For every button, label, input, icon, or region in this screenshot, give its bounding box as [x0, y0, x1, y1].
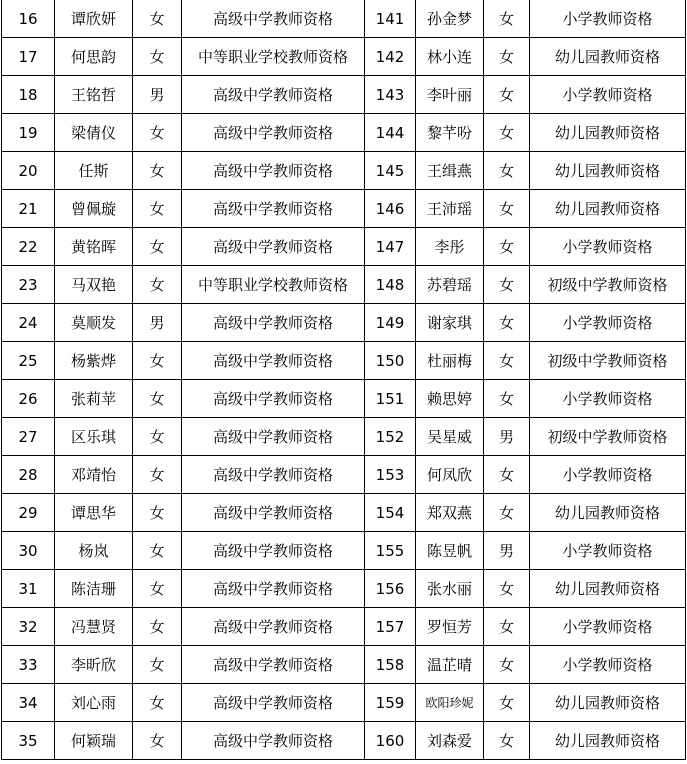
serial-number-cell: 25: [2, 342, 55, 380]
qualification-cell: 初级中学教师资格: [530, 418, 686, 456]
gender-cell: 男: [133, 304, 182, 342]
gender-cell: 女: [484, 114, 530, 152]
qualification-cell: 小学教师资格: [530, 76, 686, 114]
gender-cell: 男: [484, 532, 530, 570]
name-cell: 王沛瑶: [416, 190, 484, 228]
serial-number-cell: 157: [365, 608, 416, 646]
qualification-cell: 高级中学教师资格: [182, 342, 365, 380]
gender-cell: 女: [484, 190, 530, 228]
gender-cell: 女: [133, 608, 182, 646]
serial-number-cell: 159: [365, 684, 416, 722]
name-cell: 赖思婷: [416, 380, 484, 418]
table-row: [2, 342, 686, 380]
table-row: [2, 0, 686, 38]
serial-number-cell: 19: [2, 114, 55, 152]
qualification-cell: 高级中学教师资格: [182, 532, 365, 570]
gender-cell: 女: [484, 380, 530, 418]
name-cell: 王铭哲: [55, 76, 133, 114]
qualification-cell: 小学教师资格: [530, 456, 686, 494]
qualification-cell: 小学教师资格: [530, 532, 686, 570]
name-cell: 杜丽梅: [416, 342, 484, 380]
name-cell: 吴星威: [416, 418, 484, 456]
table-row: [2, 266, 686, 304]
serial-number-cell: 21: [2, 190, 55, 228]
gender-cell: 女: [484, 228, 530, 266]
serial-number-cell: 24: [2, 304, 55, 342]
qualification-cell: 高级中学教师资格: [182, 0, 365, 38]
gender-cell: 女: [133, 684, 182, 722]
name-cell: 刘森爱: [416, 722, 484, 760]
serial-number-cell: 17: [2, 38, 55, 76]
qualification-cell: 小学教师资格: [530, 608, 686, 646]
serial-number-cell: 23: [2, 266, 55, 304]
name-cell: 何颖瑞: [55, 722, 133, 760]
gender-cell: 女: [133, 380, 182, 418]
name-cell: 陈洁珊: [55, 570, 133, 608]
qualification-cell: 高级中学教师资格: [182, 570, 365, 608]
gender-cell: 女: [484, 304, 530, 342]
serial-number-cell: 33: [2, 646, 55, 684]
name-cell: 莫顺发: [55, 304, 133, 342]
table-row: [2, 456, 686, 494]
name-cell: 欧阳珍妮: [416, 684, 484, 722]
gender-cell: 男: [133, 76, 182, 114]
gender-cell: 女: [484, 722, 530, 760]
name-cell: 孙金梦: [416, 0, 484, 38]
gender-cell: 女: [133, 228, 182, 266]
name-cell: 王缉燕: [416, 152, 484, 190]
serial-number-cell: 158: [365, 646, 416, 684]
qualification-cell: 高级中学教师资格: [182, 228, 365, 266]
serial-number-cell: 156: [365, 570, 416, 608]
gender-cell: 女: [133, 456, 182, 494]
serial-number-cell: 150: [365, 342, 416, 380]
qualification-cell: 幼儿园教师资格: [530, 494, 686, 532]
table-row: [2, 152, 686, 190]
table-row: [2, 76, 686, 114]
name-cell: 谢家琪: [416, 304, 484, 342]
name-cell: 杨岚: [55, 532, 133, 570]
name-cell: 陈昱帆: [416, 532, 484, 570]
gender-cell: 女: [133, 266, 182, 304]
name-cell: 任斯: [55, 152, 133, 190]
gender-cell: 女: [484, 342, 530, 380]
table-row: [2, 646, 686, 684]
serial-number-cell: 153: [365, 456, 416, 494]
serial-number-cell: 32: [2, 608, 55, 646]
name-cell: 罗恒芳: [416, 608, 484, 646]
serial-number-cell: 29: [2, 494, 55, 532]
serial-number-cell: 155: [365, 532, 416, 570]
qualification-cell: 高级中学教师资格: [182, 304, 365, 342]
qualification-cell: 小学教师资格: [530, 380, 686, 418]
qualification-cell: 小学教师资格: [530, 228, 686, 266]
qualification-cell: 初级中学教师资格: [530, 342, 686, 380]
qualification-cell: 小学教师资格: [530, 0, 686, 38]
name-cell: 区乐琪: [55, 418, 133, 456]
name-cell: 李彤: [416, 228, 484, 266]
qualification-cell: 幼儿园教师资格: [530, 722, 686, 760]
qualification-cell: 高级中学教师资格: [182, 456, 365, 494]
name-cell: 曾佩璇: [55, 190, 133, 228]
qualification-cell: 高级中学教师资格: [182, 646, 365, 684]
table-row: [2, 418, 686, 456]
serial-number-cell: 142: [365, 38, 416, 76]
gender-cell: 女: [484, 152, 530, 190]
gender-cell: 女: [484, 570, 530, 608]
table-row: [2, 380, 686, 418]
gender-cell: 女: [484, 266, 530, 304]
name-cell: 苏碧瑶: [416, 266, 484, 304]
name-cell: 谭思华: [55, 494, 133, 532]
name-cell: 何凤欣: [416, 456, 484, 494]
name-cell: 李昕欣: [55, 646, 133, 684]
serial-number-cell: 147: [365, 228, 416, 266]
qualification-cell: 中等职业学校教师资格: [182, 38, 365, 76]
qualification-cell: 幼儿园教师资格: [530, 152, 686, 190]
serial-number-cell: 16: [2, 0, 55, 38]
qualification-cell: 高级中学教师资格: [182, 152, 365, 190]
serial-number-cell: 141: [365, 0, 416, 38]
name-cell: 张水丽: [416, 570, 484, 608]
serial-number-cell: 27: [2, 418, 55, 456]
gender-cell: 女: [133, 114, 182, 152]
table-row: [2, 684, 686, 722]
qualification-cell: 小学教师资格: [530, 304, 686, 342]
serial-number-cell: 18: [2, 76, 55, 114]
qualification-cell: 小学教师资格: [530, 646, 686, 684]
name-cell: 冯慧贤: [55, 608, 133, 646]
serial-number-cell: 30: [2, 532, 55, 570]
gender-cell: 女: [133, 494, 182, 532]
qualification-cell: 高级中学教师资格: [182, 608, 365, 646]
serial-number-cell: 144: [365, 114, 416, 152]
serial-number-cell: 20: [2, 152, 55, 190]
qualification-cell: 高级中学教师资格: [182, 380, 365, 418]
name-cell: 梁倩仪: [55, 114, 133, 152]
serial-number-cell: 28: [2, 456, 55, 494]
gender-cell: 女: [133, 722, 182, 760]
qualification-cell: 高级中学教师资格: [182, 722, 365, 760]
qualification-cell: 高级中学教师资格: [182, 418, 365, 456]
name-cell: 黎芊吩: [416, 114, 484, 152]
table-row: [2, 38, 686, 76]
name-cell: 邓靖怡: [55, 456, 133, 494]
serial-number-cell: 151: [365, 380, 416, 418]
serial-number-cell: 149: [365, 304, 416, 342]
table-row: [2, 304, 686, 342]
qualification-cell: 高级中学教师资格: [182, 190, 365, 228]
table-row: [2, 190, 686, 228]
gender-cell: 女: [484, 646, 530, 684]
table-row: [2, 608, 686, 646]
serial-number-cell: 152: [365, 418, 416, 456]
name-cell: 郑双燕: [416, 494, 484, 532]
serial-number-cell: 143: [365, 76, 416, 114]
gender-cell: 女: [484, 684, 530, 722]
serial-number-cell: 31: [2, 570, 55, 608]
gender-cell: 男: [484, 418, 530, 456]
gender-cell: 女: [484, 0, 530, 38]
qualification-cell: 高级中学教师资格: [182, 684, 365, 722]
qualification-cell: 中等职业学校教师资格: [182, 266, 365, 304]
gender-cell: 女: [484, 608, 530, 646]
serial-number-cell: 154: [365, 494, 416, 532]
serial-number-cell: 35: [2, 722, 55, 760]
gender-cell: 女: [133, 190, 182, 228]
table-row: [2, 722, 686, 760]
name-cell: 林小连: [416, 38, 484, 76]
gender-cell: 女: [133, 0, 182, 38]
name-cell: 马双艳: [55, 266, 133, 304]
qualification-cell: 高级中学教师资格: [182, 76, 365, 114]
gender-cell: 女: [133, 38, 182, 76]
serial-number-cell: 22: [2, 228, 55, 266]
name-cell: 黄铭晖: [55, 228, 133, 266]
qualification-cell: 幼儿园教师资格: [530, 190, 686, 228]
serial-number-cell: 160: [365, 722, 416, 760]
gender-cell: 女: [484, 494, 530, 532]
table-row: [2, 532, 686, 570]
name-cell: 杨紫烨: [55, 342, 133, 380]
qualification-cell: 幼儿园教师资格: [530, 684, 686, 722]
gender-cell: 女: [133, 570, 182, 608]
qualification-cell: 幼儿园教师资格: [530, 114, 686, 152]
serial-number-cell: 146: [365, 190, 416, 228]
gender-cell: 女: [484, 38, 530, 76]
table-row: [2, 494, 686, 532]
name-cell: 谭欣妍: [55, 0, 133, 38]
qualification-cell: 初级中学教师资格: [530, 266, 686, 304]
name-cell: 李叶丽: [416, 76, 484, 114]
qualification-cell: 幼儿园教师资格: [530, 570, 686, 608]
name-cell: 何思韵: [55, 38, 133, 76]
serial-number-cell: 148: [365, 266, 416, 304]
qualification-cell: 幼儿园教师资格: [530, 38, 686, 76]
gender-cell: 女: [484, 76, 530, 114]
table-row: [2, 228, 686, 266]
gender-cell: 女: [133, 646, 182, 684]
gender-cell: 女: [133, 532, 182, 570]
table-row: [2, 570, 686, 608]
serial-number-cell: 145: [365, 152, 416, 190]
serial-number-cell: 34: [2, 684, 55, 722]
table-row: [2, 114, 686, 152]
qualification-cell: 高级中学教师资格: [182, 114, 365, 152]
gender-cell: 女: [133, 152, 182, 190]
name-cell: 温芷晴: [416, 646, 484, 684]
name-cell: 刘心雨: [55, 684, 133, 722]
serial-number-cell: 26: [2, 380, 55, 418]
gender-cell: 女: [484, 456, 530, 494]
gender-cell: 女: [133, 418, 182, 456]
gender-cell: 女: [133, 342, 182, 380]
qualification-cell: 高级中学教师资格: [182, 494, 365, 532]
name-cell: 张莉苹: [55, 380, 133, 418]
roster-table: [1, 0, 686, 760]
roster-body: [2, 0, 686, 760]
